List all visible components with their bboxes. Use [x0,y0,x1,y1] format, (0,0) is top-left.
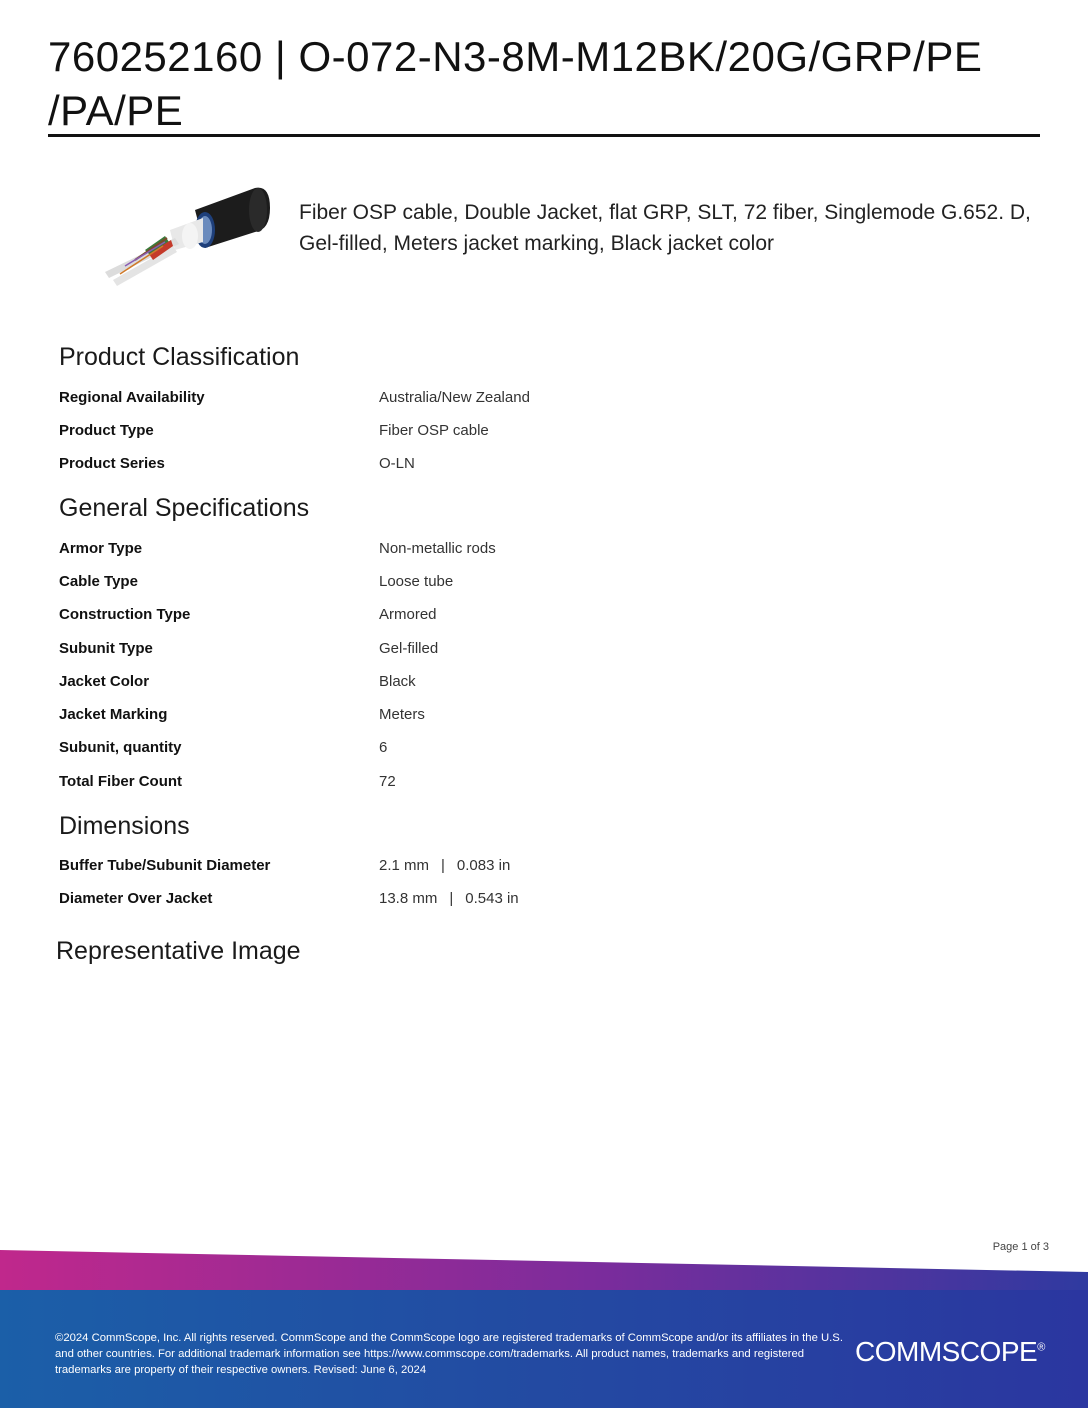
spec-value: Gel-filled [379,640,439,657]
spec-row [59,606,1019,628]
spec-row [59,706,1019,728]
unit-separator: | [449,890,454,907]
spec-label: Jacket Marking [59,706,168,723]
footer [0,1290,1088,1408]
section-title-general-specifications: General Specifications [59,494,310,522]
page-title: 760252160 | O-072-N3-8M-M12BK/20G/GRP/PE /PA/PE [48,33,983,134]
logo-text: COMMSCOPE [855,1336,1038,1367]
spec-value: Black [379,673,416,690]
spec-value: 72 [379,773,396,790]
registered-mark: ® [1037,1341,1045,1354]
spec-row [59,422,1019,444]
spec-label: Regional Availability [59,389,205,406]
spec-row [59,857,1019,879]
spec-value: 6 [379,739,388,756]
spec-row [59,773,1019,795]
footer-copyright: ©2024 CommScope, Inc. All rights reserved. CommScope and the CommScope logo are registered trademarks of CommScope and/or its affiliates in the U.S. and other countries. For additional trademark information see https://www.commscope.com/trademarks. All product names, trademarks and registered trademarks are property of their respective owners. Revised: June 6, 2024 [55,1332,843,1376]
spec-value: O-LN [379,455,415,472]
spec-row [59,455,1019,477]
page-number: Page 1 of 3 [992,1241,1049,1253]
spec-row [59,640,1019,662]
spec-value: Non-metallic rods [379,540,496,557]
unit-separator: | [441,857,445,874]
spec-label: Buffer Tube/Subunit Diameter [59,857,271,874]
spec-label: Cable Type [59,573,138,590]
spec-label: Subunit Type [59,640,153,657]
title-divider [48,134,1040,137]
imperial-value: 0.543 in [465,890,519,907]
spec-label: Construction Type [59,606,191,623]
spec-row [59,739,1019,761]
commscope-logo [855,1336,1045,1368]
spec-row [59,890,1019,912]
spec-row [59,540,1019,562]
spec-label: Product Series [59,455,165,472]
spec-label: Subunit, quantity [59,739,182,756]
section-title-representative-image: Representative Image [56,937,301,965]
section-title-dimensions: Dimensions [59,812,190,840]
spec-label: Total Fiber Count [59,773,183,790]
spec-value-dual-unit [379,857,510,874]
spec-row [59,389,1019,411]
metric-value: 13.8 mm [379,890,438,907]
fiber-cable-cross-section-image [95,180,275,292]
spec-label: Diameter Over Jacket [59,890,213,907]
product-description: Fiber OSP cable, Double Jacket, flat GRP, SLT, 72 fiber, Singlemode G.652. D, Gel-filled, Meters jacket marking, Black jacket color [299,201,1031,255]
spec-value: Meters [379,706,425,723]
section-title-product-classification: Product Classification [59,343,300,371]
spec-label: Jacket Color [59,673,150,690]
spec-value: Armored [379,606,437,623]
spec-value-dual-unit [379,890,519,907]
spec-value: Australia/New Zealand [379,389,530,406]
spec-value: Fiber OSP cable [379,422,489,439]
spec-row [59,673,1019,695]
metric-value: 2.1 mm [379,857,430,874]
footer-wave-decoration [0,1246,1088,1296]
spec-label: Armor Type [59,540,143,557]
spec-label: Product Type [59,422,154,439]
spec-row [59,573,1019,595]
imperial-value: 0.083 in [456,857,511,874]
spec-value: Loose tube [379,573,454,590]
